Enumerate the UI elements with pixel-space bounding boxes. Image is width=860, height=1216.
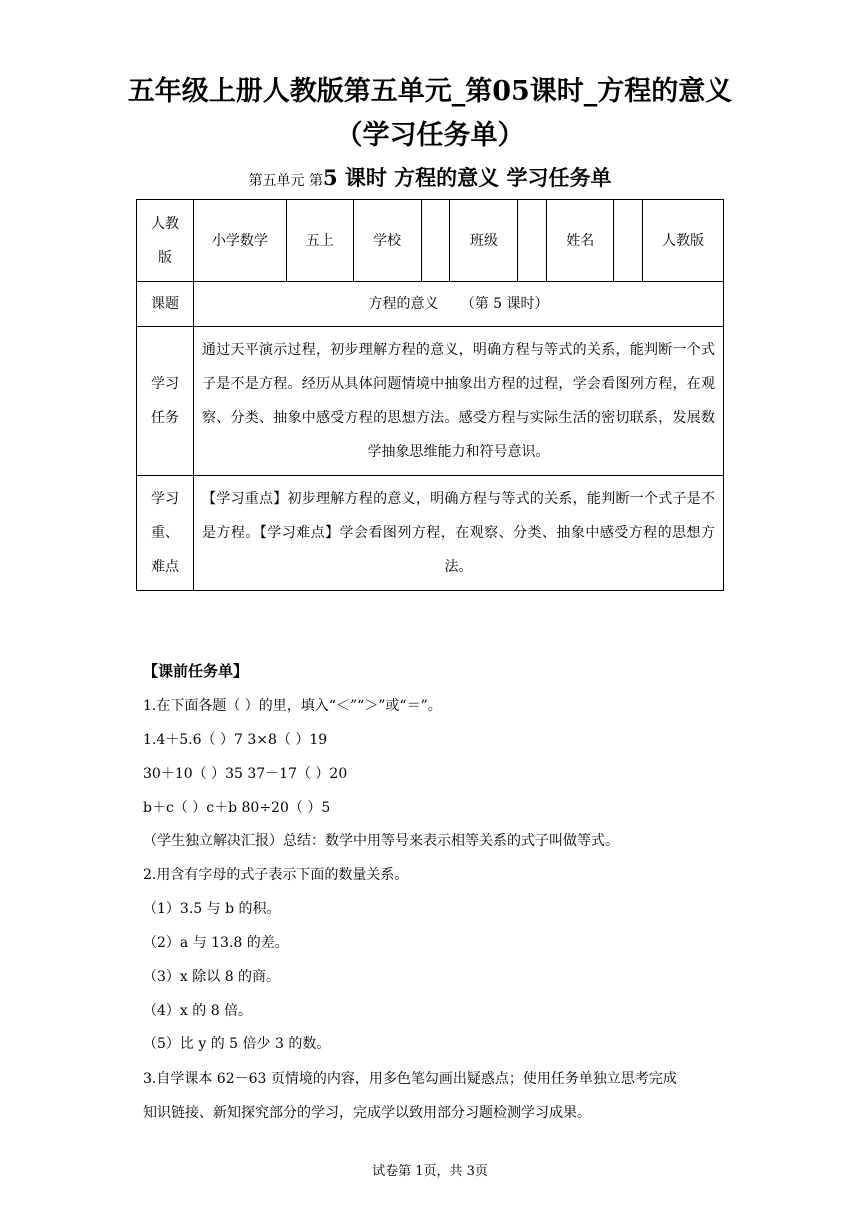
cell-name-value[interactable]: [614, 200, 643, 282]
list-item: 1.4＋5.6（ ）7 3×8（ ）19: [143, 732, 328, 748]
cell-class-value[interactable]: [518, 200, 547, 282]
cell-publisher: 人教版: [137, 200, 194, 282]
key-text: 【学习重点】初步理解方程的意义，明确方程与等式的关系，能判断一个式子是不是方程。【学习难点】学会看图列方程，在观察、分类、抽象中感受方程的思想方法。: [193, 476, 723, 591]
list-item: （学生独立解决汇报）总结：数学中用等号来表示相等关系的式子叫做等式。: [143, 833, 619, 849]
list-item: 30＋10（ ）35 37－17（ ）20: [143, 766, 348, 782]
list-item: （5）比 y 的 5 倍少 3 的数。: [143, 1036, 331, 1052]
table-row: [137, 282, 724, 327]
key-label: 学习重、难点: [137, 476, 194, 591]
table-row: [137, 200, 724, 282]
list-item: （4）x 的 8 倍。: [143, 1003, 253, 1019]
section-heading: 【课前任务单】: [143, 662, 249, 680]
topic-label: 课题: [137, 282, 194, 327]
cell-name-label: 姓名: [547, 200, 614, 282]
document-title: 五年级上册人教版第五单元_第05课时_方程的意义（学习任务单）: [127, 76, 733, 151]
document-subtitle: [0, 163, 860, 196]
list-item: b＋c（ ）c＋b 80÷20（ ）5: [143, 800, 331, 816]
task-text: 通过天平演示过程，初步理解方程的意义，明确方程与等式的关系，能判断一个式子是不是方程。经历从具体问题情境中抽象出方程的过程，学会看图列方程，在观察、分类、抽象中感受方程的思想方法。感受方程与实际生活的密切联系，发展数学抽象思维能力和符号意识。: [193, 327, 723, 476]
list-item: 知识链接、新知探究部分的学习，完成学以致用部分习题检测学习成果。: [143, 1105, 591, 1121]
subtitle-main: 5 课时 方程的意义 学习任务单: [322, 165, 612, 190]
cell-grade: 五上: [286, 200, 353, 282]
list-item: （2）a 与 13.8 的差。: [143, 935, 289, 951]
topic-value: 方程的意义 （第 5 课时）: [193, 282, 723, 327]
info-table: [136, 199, 724, 591]
list-item: 1.在下面各题（ ）的里，填入“＜”“＞”或“＝”。: [143, 698, 442, 714]
cell-class-label: 班级: [450, 200, 518, 282]
cell-subject: 小学数学: [193, 200, 286, 282]
list-item: （3）x 除以 8 的商。: [143, 969, 281, 985]
list-item: 2.用含有字母的式子表示下面的数量关系。: [143, 867, 409, 883]
cell-school-value[interactable]: [421, 200, 450, 282]
page-footer: 试卷第 1页，共 3页: [372, 1164, 488, 1179]
table-row: [137, 327, 724, 476]
list-item: （1）3.5 与 b 的积。: [143, 901, 281, 917]
table-row: [137, 476, 724, 591]
task-label: 学习任务: [137, 327, 194, 476]
cell-edition: 人教版: [643, 200, 724, 282]
subtitle-prefix: 第五单元 第: [248, 173, 323, 189]
cell-school-label: 学校: [353, 200, 421, 282]
list-item: 3.自学课本 62－63 页情境的内容，用多色笔勾画出疑惑点；使用任务单独立思考完成: [143, 1071, 677, 1087]
